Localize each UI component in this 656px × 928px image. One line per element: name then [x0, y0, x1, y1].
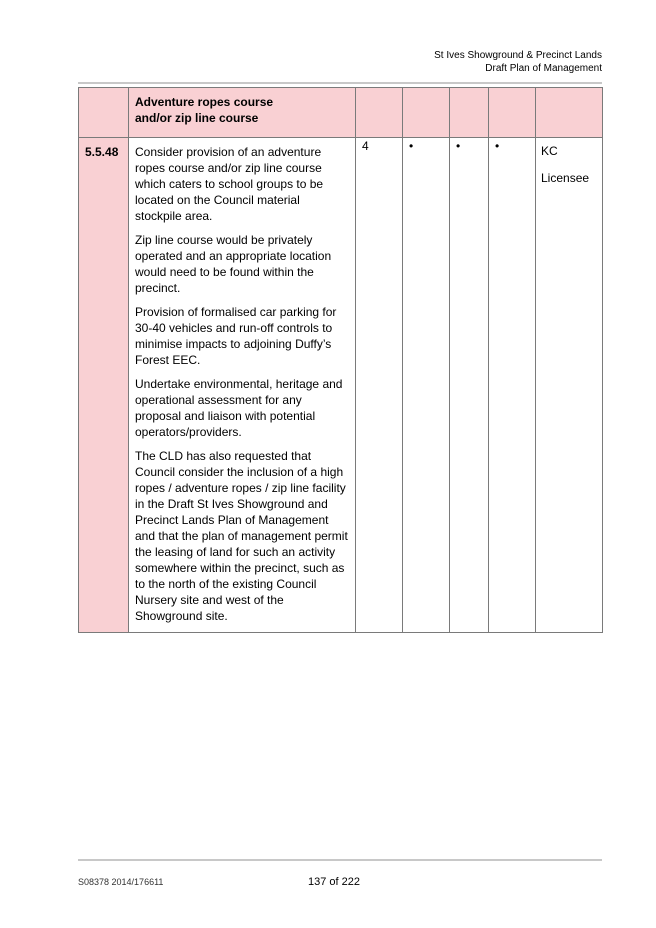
heading-cell-col5: [450, 88, 489, 138]
document-reference: S08378 2014/176611: [78, 877, 164, 887]
header-title: St Ives Showground & Precinct Lands: [434, 50, 602, 61]
priority-cell: [356, 138, 403, 633]
table-row: [79, 138, 603, 633]
action-description: [129, 138, 355, 632]
footer-rule: [78, 859, 602, 861]
page-number: 137 of 222: [308, 876, 360, 888]
bullet-mark: •: [409, 139, 414, 153]
header-subtitle: Draft Plan of Management: [485, 63, 602, 74]
heading-cell-col4: [403, 88, 450, 138]
priority-value: 4: [362, 139, 369, 153]
responsibility-kc: KC: [541, 144, 558, 158]
timing-cell-1: [403, 138, 450, 633]
action-description-cell: [129, 138, 356, 633]
responsibility-licensee: Licensee: [541, 171, 590, 185]
section-heading: [129, 88, 355, 126]
heading-cell-id: [79, 88, 129, 138]
running-header: [434, 49, 602, 75]
table-heading-row: [79, 88, 603, 138]
description-paragraph: Consider provision of an adventure ropes course and/or zip line course which caters to school groups to be located on the Council material stockpile area.: [135, 145, 324, 223]
action-table: [78, 87, 603, 633]
action-id-cell: [79, 138, 129, 633]
header-rule: [78, 82, 602, 84]
heading-cell-priority: [356, 88, 403, 138]
timing-cell-3: [489, 138, 536, 633]
heading-cell-col6: [489, 88, 536, 138]
action-id: 5.5.48: [85, 145, 119, 159]
responsibility-cell: [536, 138, 603, 633]
description-paragraph: The CLD has also requested that Council consider the inclusion of a high ropes / adventure ropes / zip line facility in the Draft St Ives Showground and Precinct Lands Plan of Management and that the plan of management permit the leasing of land for such an activity somewhere within the precinct, such as to the north of the existing Council Nursery site and west of the Showground site.: [135, 449, 348, 623]
section-heading-line2: and/or zip line course: [135, 111, 259, 125]
bullet-mark: •: [456, 139, 461, 153]
timing-cell-2: [450, 138, 489, 633]
responsibility: [536, 138, 602, 192]
heading-cell-responsibility: [536, 88, 603, 138]
description-paragraph: Undertake environmental, heritage and operational assessment for any proposal and liaison with potential operators/providers.: [135, 377, 343, 439]
heading-cell-title: [129, 88, 356, 138]
bullet-mark: •: [495, 139, 500, 153]
description-paragraph: Provision of formalised car parking for 30-40 vehicles and run-off controls to minimise impacts to adjoining Duffy’s Forest EEC.: [135, 305, 337, 367]
section-heading-line1: Adventure ropes course: [135, 95, 274, 109]
description-paragraph: Zip line course would be privately operated and an appropriate location would need to be found within the precinct.: [135, 233, 332, 295]
